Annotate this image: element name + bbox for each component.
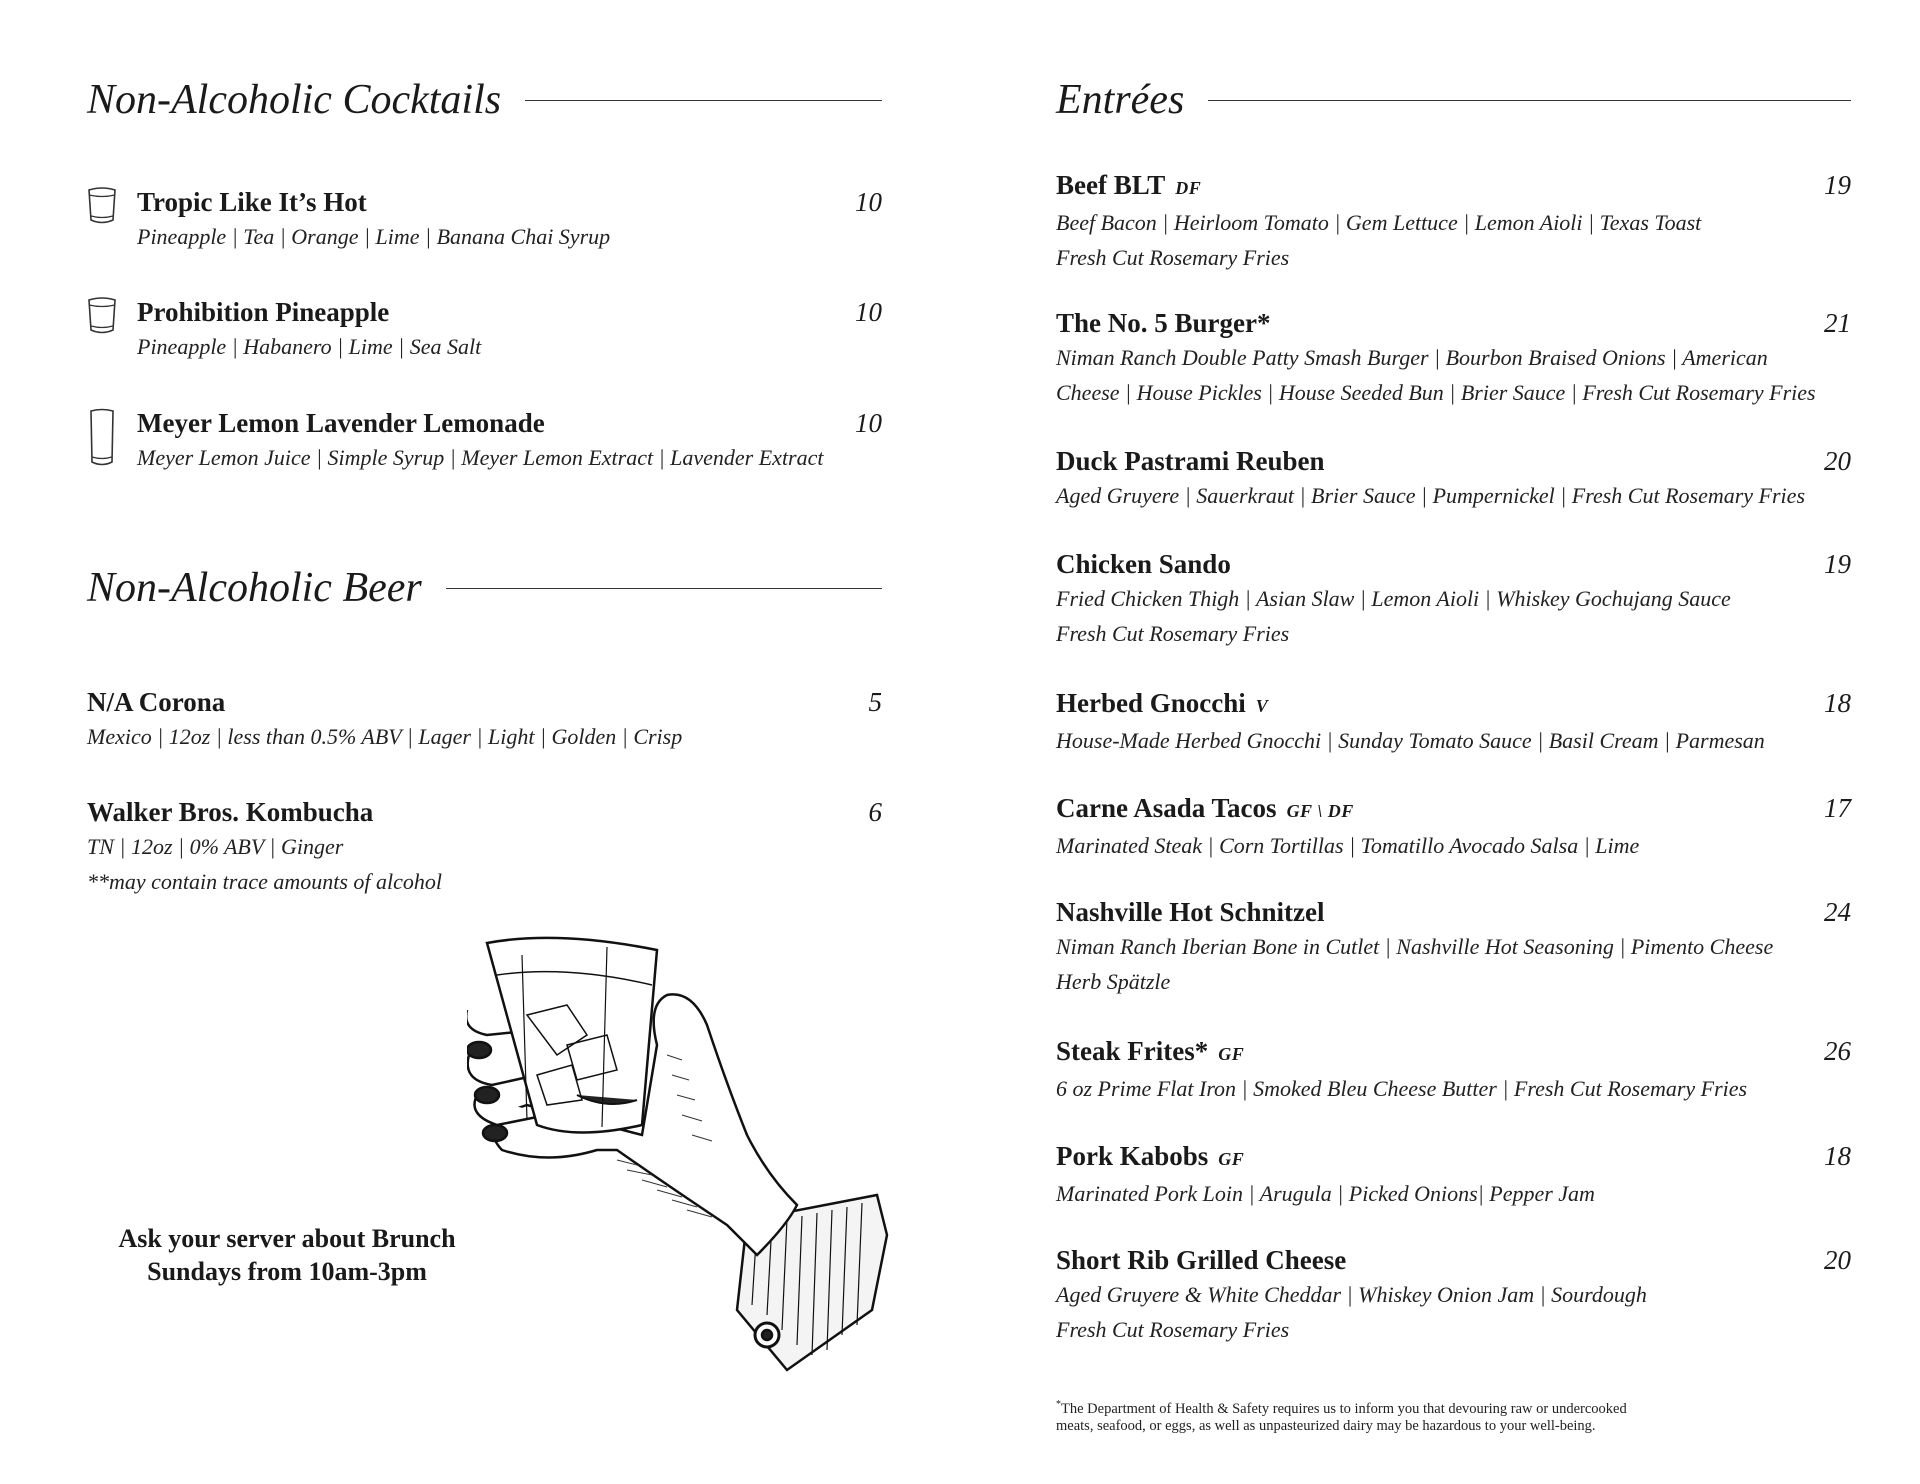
item-description: TN | 12oz | 0% ABV | Ginger (87, 834, 344, 859)
item-description: Cheese | House Pickles | House Seeded Bun | Brier Sauce | Fresh Cut Rosemary Fries (1056, 380, 1816, 405)
item-description: Fresh Cut Rosemary Fries (1056, 1317, 1290, 1342)
item-name-row (1056, 1243, 1851, 1277)
item-price: 10 (855, 297, 882, 327)
item-description: Meyer Lemon Juice | Simple Syrup | Meyer Lemon Extract | Lavender Extract (137, 445, 824, 470)
beer-section-title: Non-Alcoholic Beer (87, 565, 422, 611)
item-name-row (1056, 306, 1851, 340)
item-price: 20 (1824, 446, 1851, 476)
brunch-notice (107, 1222, 467, 1288)
item-name: Prohibition Pineapple (137, 297, 390, 327)
item-price: 6 (868, 797, 882, 827)
dietary-tag: GF (1218, 1149, 1245, 1169)
item-description: Beef Bacon | Heirloom Tomato | Gem Lettuce | Lemon Aioli | Texas Toast (1056, 210, 1702, 235)
beer-section-header (87, 564, 882, 612)
entree-item (1056, 791, 1851, 863)
entree-item (1056, 895, 1851, 999)
item-price: 5 (868, 687, 882, 717)
beer-item (87, 795, 882, 899)
item-name-row (1056, 895, 1851, 929)
item-description: Marinated Pork Loin | Arugula | Picked Onions| Pepper Jam (1056, 1181, 1595, 1206)
item-description: Fried Chicken Thigh | Asian Slaw | Lemon Aioli | Whiskey Gochujang Sauce (1056, 586, 1731, 611)
hand-holding-glass-illustration (467, 935, 967, 1379)
item-name-row (1056, 547, 1851, 581)
item-name: Meyer Lemon Lavender Lemonade (137, 408, 545, 438)
item-name: Carne Asada Tacos (1056, 793, 1277, 823)
item-name-row (1056, 444, 1851, 478)
item-description: Mexico | 12oz | less than 0.5% ABV | Lager | Light | Golden | Crisp (87, 724, 683, 749)
item-description: House-Made Herbed Gnocchi | Sunday Tomato Sauce | Basil Cream | Parmesan (1056, 728, 1765, 753)
dietary-tag: GF (1218, 1044, 1245, 1064)
footnote-line-2: meats, seafood, or eggs, as well as unpasteurized dairy may be hazardous to your well-being. (1056, 1417, 1596, 1434)
footnote-mark: * (1056, 1399, 1061, 1410)
item-note: **may contain trace amounts of alcohol (87, 869, 443, 894)
item-price: 20 (1824, 1245, 1851, 1275)
item-price: 19 (1824, 549, 1851, 579)
item-name: Walker Bros. Kombucha (87, 797, 374, 827)
section-divider (446, 588, 882, 589)
item-description: Herb Spätzle (1056, 969, 1171, 994)
entrees-section-header (1056, 76, 1851, 124)
item-price: 19 (1824, 170, 1851, 200)
cocktail-item (87, 295, 882, 364)
item-price: 21 (1824, 308, 1851, 338)
item-description: Aged Gruyere | Sauerkraut | Brier Sauce | Pumpernickel | Fresh Cut Rosemary Fries (1056, 483, 1805, 508)
section-divider (1208, 100, 1851, 101)
section-divider (525, 100, 882, 101)
entree-item (1056, 168, 1851, 275)
beer-item (87, 685, 882, 754)
item-description: Fresh Cut Rosemary Fries (1056, 621, 1290, 646)
cocktail-item (87, 185, 882, 254)
item-name-row (1056, 1034, 1851, 1071)
item-description: Marinated Steak | Corn Tortillas | Tomatillo Avocado Salsa | Lime (1056, 833, 1640, 858)
item-name: Steak Frites* (1056, 1036, 1209, 1066)
item-name-row (1056, 686, 1851, 723)
item-name: N/A Corona (87, 687, 226, 717)
item-name: The No. 5 Burger* (1056, 308, 1271, 338)
item-description: Fresh Cut Rosemary Fries (1056, 245, 1290, 270)
cocktails-section-header (87, 76, 882, 124)
item-price: 18 (1824, 688, 1851, 718)
health-disclaimer-footnote (1056, 1396, 1776, 1435)
entree-item (1056, 1139, 1851, 1211)
entrees-section-title: Entrées (1056, 77, 1185, 123)
item-name: Duck Pastrami Reuben (1056, 446, 1325, 476)
item-price: 10 (855, 408, 882, 438)
item-description: Aged Gruyere & White Cheddar | Whiskey Onion Jam | Sourdough (1056, 1282, 1647, 1307)
item-price: 17 (1824, 793, 1851, 823)
item-description: Pineapple | Habanero | Lime | Sea Salt (137, 334, 482, 359)
item-name: Nashville Hot Schnitzel (1056, 897, 1325, 927)
brunch-line-1: Ask your server about Brunch (118, 1224, 456, 1253)
item-name-row (1056, 168, 1851, 205)
entree-item (1056, 686, 1851, 758)
item-name: Chicken Sando (1056, 549, 1231, 579)
dietary-tag: DF (1175, 178, 1202, 198)
item-description: Niman Ranch Double Patty Smash Burger | Bourbon Braised Onions | American (1056, 345, 1768, 370)
item-name: Pork Kabobs (1056, 1141, 1209, 1171)
cocktails-section-title: Non-Alcoholic Cocktails (87, 77, 502, 123)
footnote-text-1: The Department of Health & Safety requires us to inform you that devouring raw or undercooked (1061, 1400, 1627, 1417)
highball-glass-icon (87, 408, 117, 472)
item-price: 10 (855, 187, 882, 217)
rocks-glass-icon (87, 297, 117, 339)
item-name-row (1056, 1139, 1851, 1176)
item-description: Pineapple | Tea | Orange | Lime | Banana Chai Syrup (137, 224, 611, 249)
item-name: Tropic Like It’s Hot (137, 187, 367, 217)
entree-item (1056, 306, 1851, 410)
item-price: 18 (1824, 1141, 1851, 1171)
entree-item (1056, 444, 1851, 513)
dietary-tag: GF \ DF (1286, 801, 1354, 821)
item-price: 24 (1824, 897, 1851, 927)
item-name: Short Rib Grilled Cheese (1056, 1245, 1347, 1275)
dietary-tag: V (1255, 696, 1269, 716)
item-price: 26 (1824, 1036, 1851, 1066)
entree-item (1056, 1034, 1851, 1106)
item-description: Niman Ranch Iberian Bone in Cutlet | Nashville Hot Seasoning | Pimento Cheese (1056, 934, 1774, 959)
item-name: Herbed Gnocchi (1056, 688, 1246, 718)
brunch-line-2: Sundays from 10am-3pm (147, 1257, 427, 1286)
item-description: 6 oz Prime Flat Iron | Smoked Bleu Cheese Butter | Fresh Cut Rosemary Fries (1056, 1076, 1748, 1101)
cocktail-item (87, 406, 882, 475)
entree-item (1056, 547, 1851, 651)
item-name-row (1056, 791, 1851, 828)
rocks-glass-icon (87, 187, 117, 229)
entree-item (1056, 1243, 1851, 1347)
item-name: Beef BLT (1056, 170, 1166, 200)
footnote-line-1 (1056, 1396, 1776, 1418)
